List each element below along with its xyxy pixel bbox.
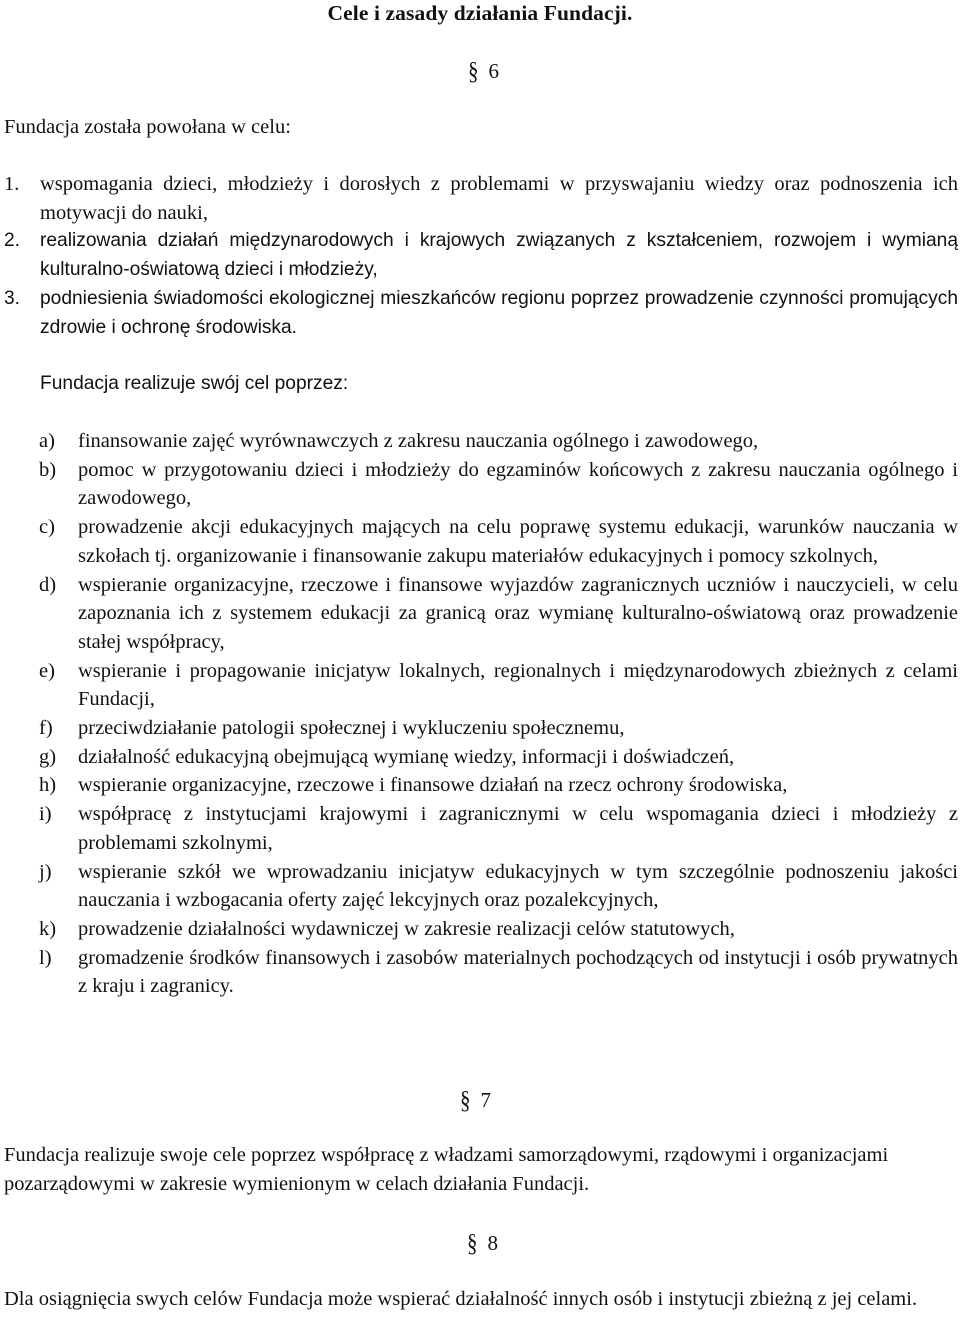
list-marker: g) [39,745,57,768]
list-item-text: przeciwdziałanie patologii społecznej i wykluczeniu społecznemu, [78,717,625,740]
section-number: 6 [488,59,499,83]
list-marker: j) [39,860,52,883]
section-sign: § [467,1228,478,1258]
list-item [0,915,958,944]
list-item [0,771,958,800]
list-item-text: prowadzenie działalności wydawniczej w zakresie realizacji celów statutowych, [78,917,735,940]
list-item [0,427,958,456]
list-item-text: wspieranie szkół we wprowadzaniu inicjatyw edukacyjnych w tym szczególnie podnoszeniu jakości nauczania i wzbogacania oferty zajęć lekcyjnych oraz pozalekcyjnych, [78,860,958,912]
purpose-intro: Fundacja została powołana w celu: [4,116,291,138]
list-marker: d) [39,573,57,596]
list-item [0,743,958,772]
list-item [0,285,958,342]
list-item [0,513,958,570]
list-item-text: finansowanie zajęć wyrównawczych z zakresu nauczania ogólnego i zawodowego, [78,430,759,452]
list-item [0,657,958,714]
list-item-text: wspomagania dzieci, młodzieży i dorosłych z problemami w przyswajaniu wiedzy oraz podnoszenia ich motywacji do nauki, [40,173,958,224]
list-item-text: wspieranie i propagowanie inicjatyw lokalnych, regionalnych i międzynarodowych zbieżnych z celami Fundacji, [78,659,958,711]
list-item-text: współpracę z instytucjami krajowymi i zagranicznymi w celu wspomagania dzieci i młodzieży z problemami szkolnymi, [78,803,958,854]
means-intro: Fundacja realizuje swój cel poprzez: [40,373,349,394]
list-marker: b) [39,458,57,481]
means-list [0,427,958,1001]
section-sign: § [468,56,479,86]
list-marker: a) [39,430,55,452]
section-number: 8 [487,1231,498,1255]
document-title: Cele i zasady działania Fundacji. [327,1,633,25]
section-6-heading [468,57,499,86]
list-item [0,227,958,284]
list-item [0,456,958,513]
list-item-text: wspieranie organizacyjne, rzeczowe i finansowe działań na rzecz ochrony środowiska, [78,774,788,797]
goals-list [0,170,958,342]
section-8-heading [467,1229,498,1258]
section-number: 7 [480,1088,491,1112]
list-item [0,170,958,227]
list-item [0,944,958,1001]
list-marker: f) [39,717,53,740]
list-marker: k) [39,917,57,940]
list-item-text: pomoc w przygotowaniu dzieci i młodzieży do egzaminów końcowych z zakresu nauczania ogólnego i zawodowego, [78,458,958,510]
list-marker: 3. [4,287,21,309]
list-item-text: wspieranie organizacyjne, rzeczowe i finansowe wyjazdów zagranicznych uczniów i nauczycieli, w celu zapoznania ich z systemem edukacji za granicą oraz wymianę kulturalno-oświatową oraz prowadzenie stałej współpracy, [78,573,958,653]
list-item-text: gromadzenie środków finansowych i zasobów materialnych pochodzących od instytucji i osób prywatnych z kraju i zagranicy. [78,946,958,998]
list-marker: 2. [4,230,21,252]
section-7-heading [460,1086,491,1115]
list-marker: i) [39,803,52,826]
paragraph-7: Fundacja realizuje swoje cele poprzez współpracę z władzami samorządowymi, rządowymi i organizacjami pozarządowymi w zakresie wymienionym w celach działania Fundacji. [4,1144,889,1195]
list-marker: h) [39,774,57,797]
list-item-text: realizowania działań międzynarodowych i krajowych związanych z kształceniem, rozwojem i wymianą kulturalno-oświatową dzieci i młodzieży, [40,230,958,281]
list-item [0,714,958,743]
list-marker: 1. [4,173,20,195]
list-marker: c) [39,516,55,539]
list-item [0,800,958,857]
list-item-text: prowadzenie akcji edukacyjnych mających na celu poprawę systemu edukacji, warunków nauczania w szkołach tj. organizowanie i finansowanie zakupu materiałów edukacyjnych i pomocy szkolnych, [78,516,958,567]
list-item-text: podniesienia świadomości ekologicznej mieszkańców regionu poprzez prowadzenie czynności promujących zdrowie i ochronę środowiska. [40,287,958,338]
list-item-text: działalność edukacyjną obejmującą wymianę wiedzy, informacji i doświadczeń, [78,745,735,768]
list-item [0,858,958,915]
section-sign: § [460,1085,471,1115]
list-marker: e) [39,659,55,682]
list-marker: l) [39,946,52,969]
paragraph-8: Dla osiągnięcia swych celów Fundacja może wspierać działalność innych osób i instytucji zbieżną z jej celami. [4,1288,918,1310]
list-item [0,571,958,657]
